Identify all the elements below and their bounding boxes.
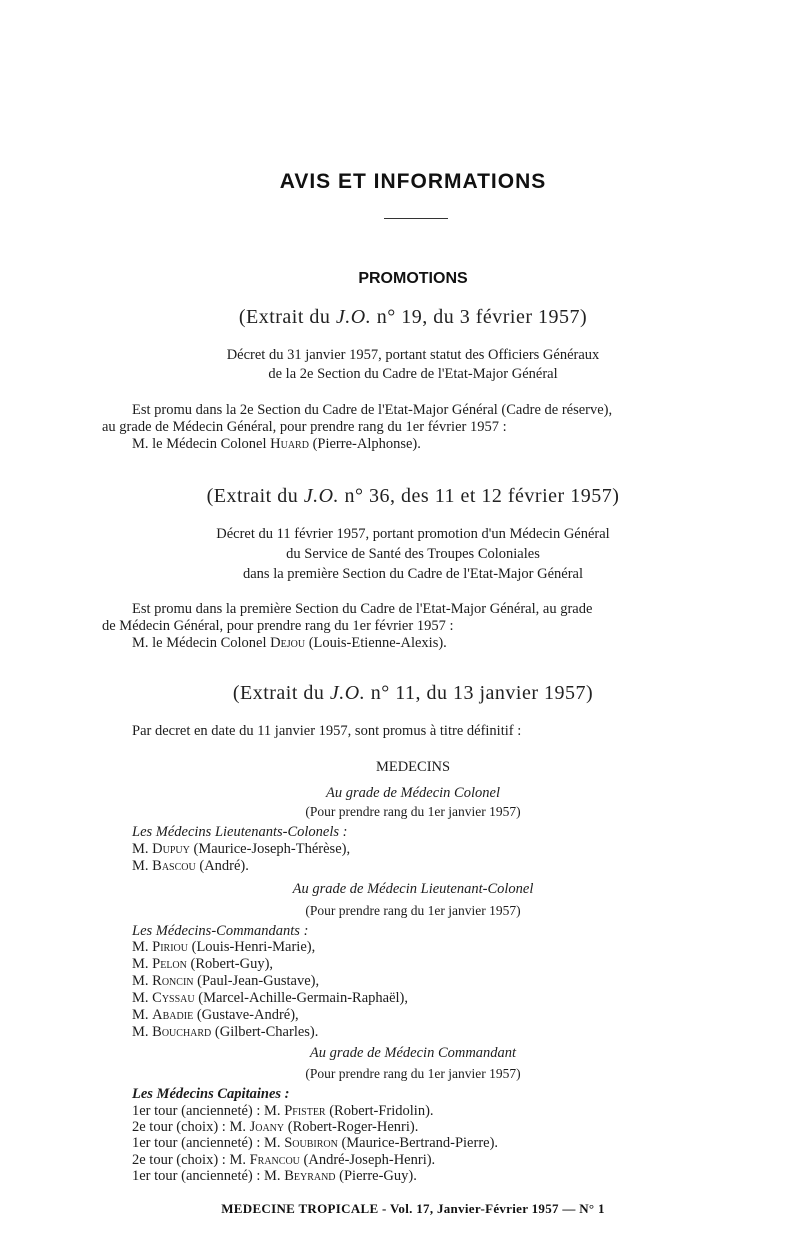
grade-heading-commandant: Au grade de Médecin Commandant <box>309 1045 517 1061</box>
person-huard: M. le Médecin Colonel Huard (Pierre-Alphonse). <box>132 436 421 452</box>
rang-line-3: (Pour prendre rang du 1er janvier 1957) <box>305 1066 521 1081</box>
body-1-line-2: au grade de Médecin Général, pour prendre rang du 1er février 1957 : <box>102 419 507 435</box>
person-abadie: M. Abadie (Gustave-André), <box>132 1007 299 1023</box>
extrait-heading-1: (Extrait du J.O. n° 19, du 3 février 1957) <box>238 306 588 328</box>
title-rule <box>384 218 448 219</box>
grade-heading-colonel: Au grade de Médecin Colonel <box>326 785 500 801</box>
decree-2-line-2: du Service de Santé des Troupes Coloniales <box>286 546 540 562</box>
person-soubiron: 1er tour (ancienneté) : M. Soubiron (Maurice-Bertrand-Pierre). <box>132 1135 499 1151</box>
category-heading: MEDECINS <box>375 759 451 775</box>
from-line-2: Les Médecins-Commandants : <box>132 923 309 939</box>
rang-line-1: (Pour prendre rang du 1er janvier 1957) <box>305 804 521 819</box>
page-footer: MEDECINE TROPICALE - Vol. 17, Janvier-Février 1957 — N° 1 <box>221 1201 605 1216</box>
person-piriou: M. Piriou (Louis-Henri-Marie), <box>132 939 316 955</box>
page-title: AVIS ET INFORMATIONS <box>279 170 547 193</box>
body-2-line-1: Est promu dans la première Section du Cadre de l'Etat-Major Général, au grade <box>132 601 593 617</box>
extrait-heading-3: (Extrait du J.O. n° 11, du 13 janvier 1957) <box>232 682 594 704</box>
person-bascou: M. Bascou (André). <box>132 858 249 874</box>
person-pelon: M. Pelon (Robert-Guy), <box>132 956 274 972</box>
decree-2-line-3: dans la première Section du Cadre de l'Etat-Major Général <box>242 566 583 582</box>
person-cyssau: M. Cyssau (Marcel-Achille-Germain-Raphaël), <box>132 990 408 1006</box>
person-beyrand: 1er tour (ancienneté) : M. Beyrand (Pierre-Guy). <box>132 1168 417 1184</box>
body-2-line-2: de Médecin Général, pour prendre rang du 1er février 1957 : <box>102 618 454 634</box>
body-1-line-1: Est promu dans la 2e Section du Cadre de l'Etat-Major Général (Cadre de réserve), <box>132 402 613 418</box>
intro-line: Par decret en date du 11 janvier 1957, sont promus à titre définitif : <box>132 723 522 739</box>
decree-1-line-2: de la 2e Section du Cadre de l'Etat-Major Général <box>268 366 558 382</box>
extrait-heading-2: (Extrait du J.O. n° 36, des 11 et 12 février 1957) <box>206 485 620 507</box>
person-dejou: M. le Médecin Colonel Dejou (Louis-Etienne-Alexis). <box>132 635 447 651</box>
person-bouchard: M. Bouchard (Gilbert-Charles). <box>132 1024 319 1040</box>
person-roncin: M. Roncin (Paul-Jean-Gustave), <box>132 973 320 989</box>
decree-2-line-1: Décret du 11 février 1957, portant promotion d'un Médecin Général <box>216 526 610 542</box>
person-pfister: 1er tour (ancienneté) : M. Pfister (Robert-Fridolin). <box>132 1103 434 1119</box>
person-joany: 2e tour (choix) : M. Joany (Robert-Roger-Henri). <box>132 1119 419 1135</box>
section-title: PROMOTIONS <box>358 270 468 287</box>
grade-heading-lt-colonel: Au grade de Médecin Lieutenant-Colonel <box>292 881 534 897</box>
from-line-1: Les Médecins Lieutenants-Colonels : <box>132 824 348 840</box>
person-francou: 2e tour (choix) : M. Francou (André-Joseph-Henri). <box>132 1152 436 1168</box>
decree-1-line-1: Décret du 31 janvier 1957, portant statut des Officiers Généraux <box>226 347 600 363</box>
rang-line-2: (Pour prendre rang du 1er janvier 1957) <box>305 903 521 918</box>
from-line-3: Les Médecins Capitaines : <box>132 1086 290 1102</box>
person-dupuy: M. Dupuy (Maurice-Joseph-Thérèse), <box>132 841 351 857</box>
